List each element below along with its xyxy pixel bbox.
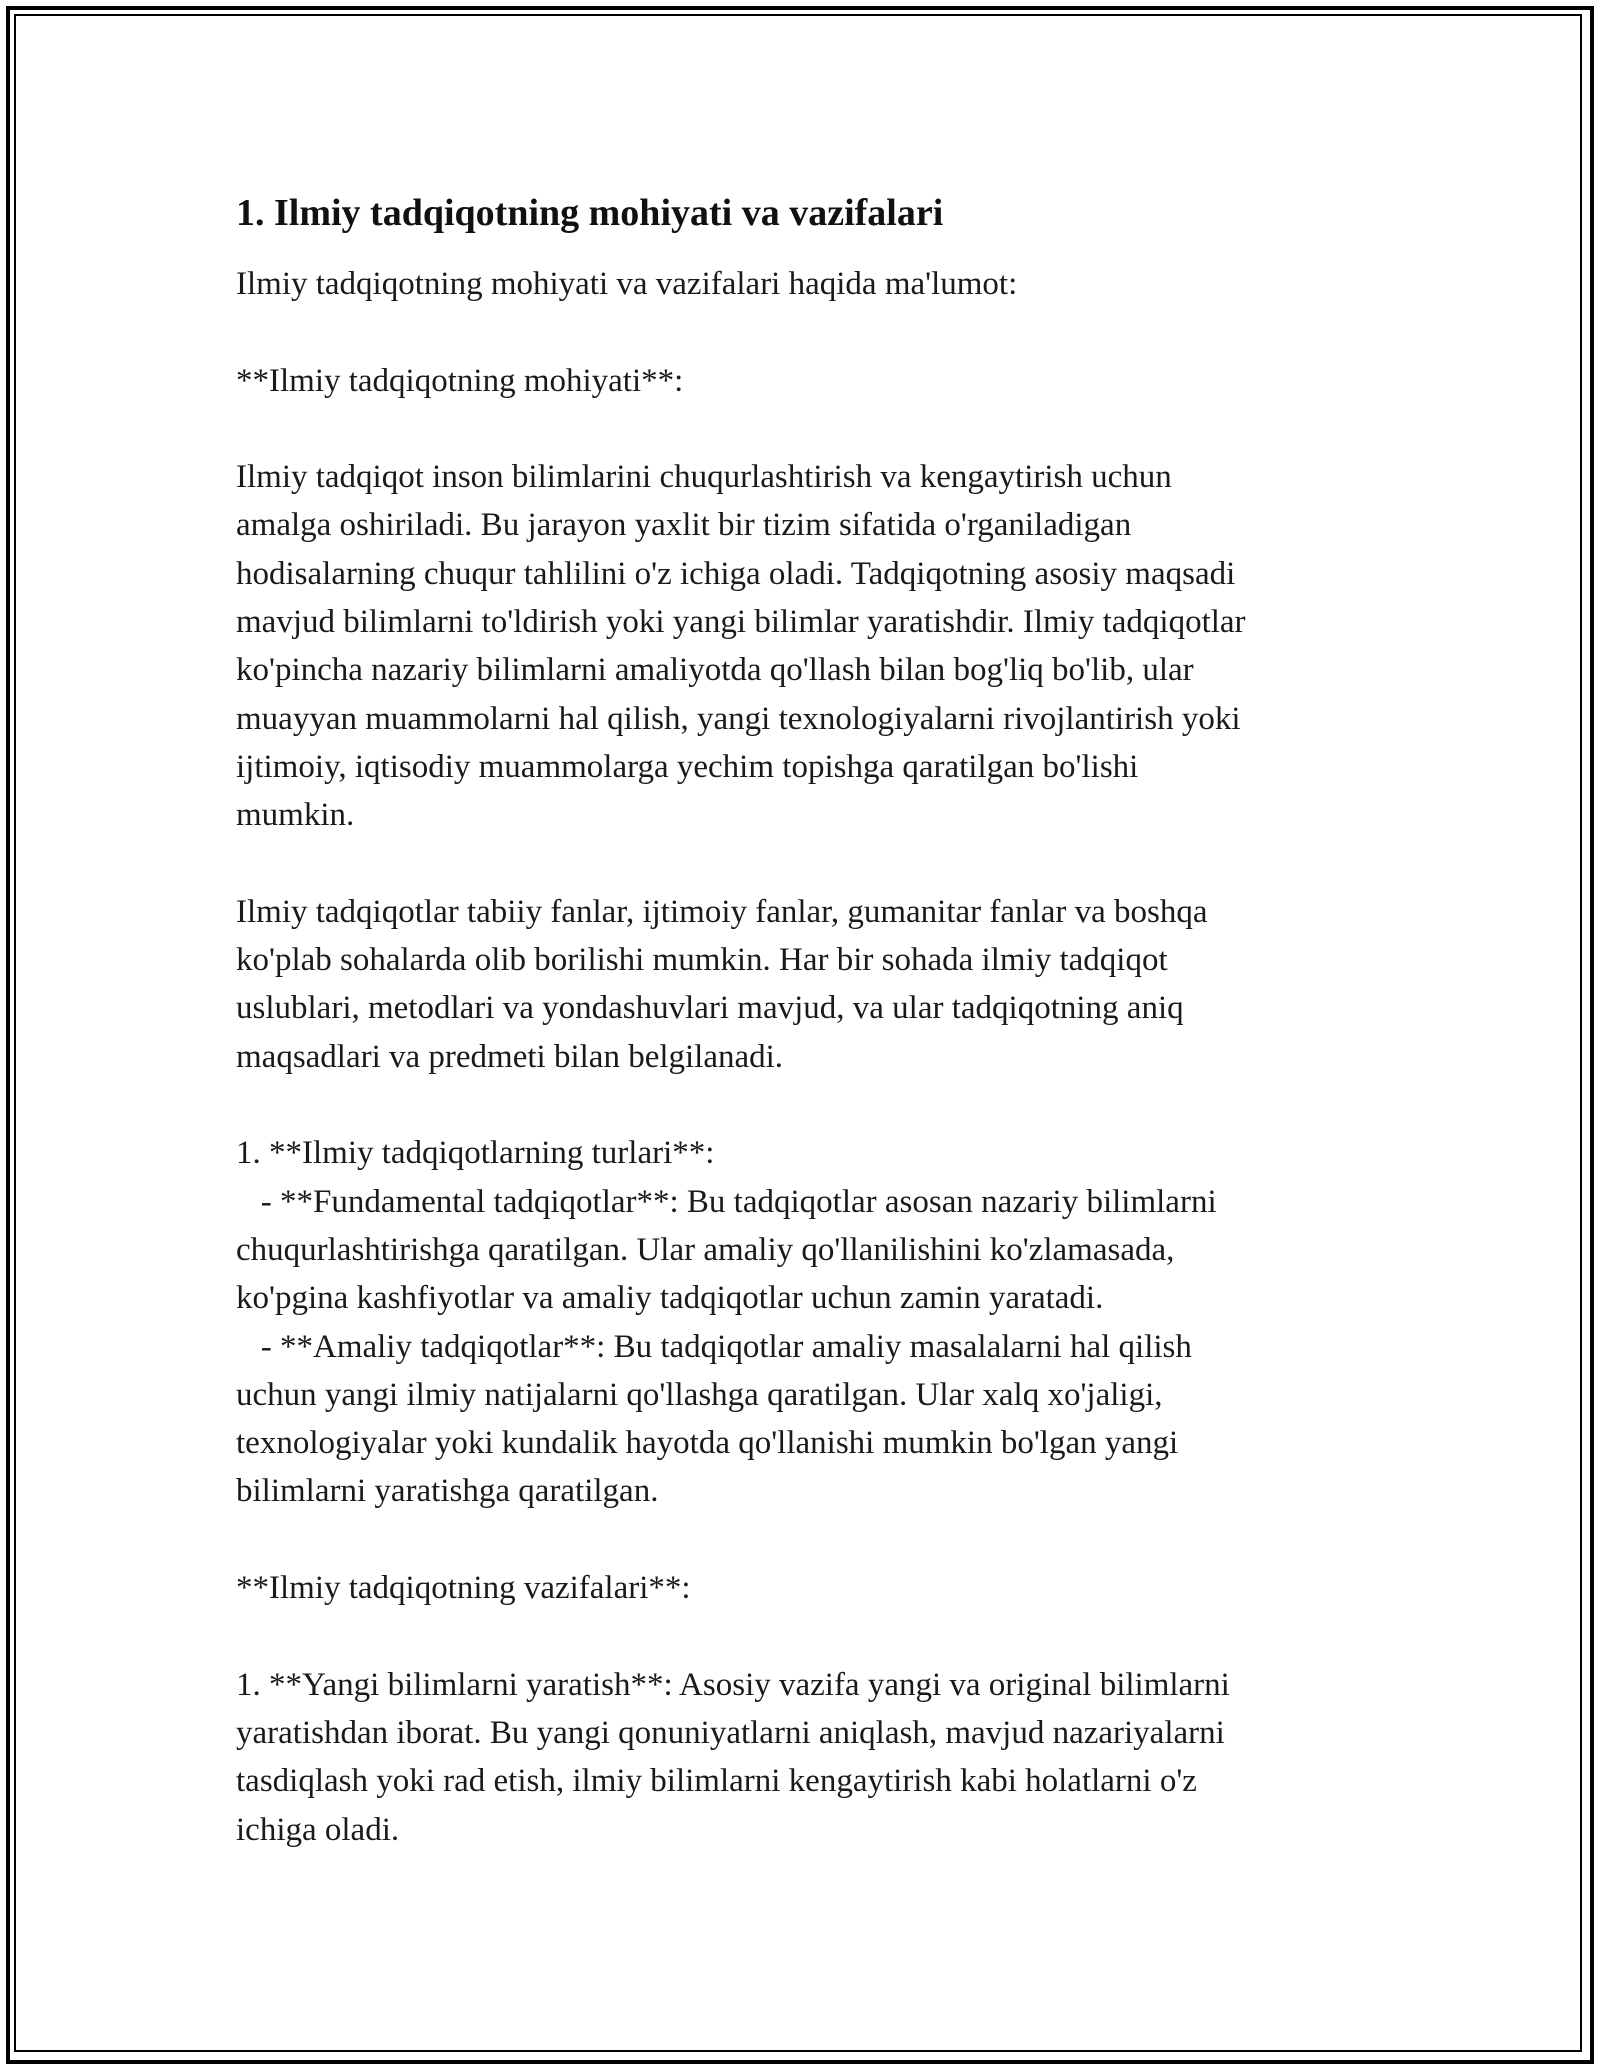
list-item: chuqurlashtirishga qaratilgan. Ular amaliy qo'llanilishini ko'zlamasada, bbox=[236, 1231, 1175, 1268]
list-item: uchun yangi ilmiy natijalarni qo'llashga qaratilgan. Ular xalq xo'jaligi, bbox=[236, 1376, 1163, 1413]
paragraph-line: uslublari, metodlari va yondashuvlari mavjud, va ular tadqiqotning aniq bbox=[236, 990, 1184, 1027]
list-item: - **Fundamental tadqiqotlar**: Bu tadqiqotlar asosan nazariy bilimlarni bbox=[236, 1183, 1217, 1220]
paragraph-1 bbox=[236, 453, 1376, 839]
list-item: yaratishdan iborat. Bu yangi qonuniyatlarni aniqlash, mavjud nazariyalarni bbox=[236, 1714, 1225, 1751]
tasks-list bbox=[236, 1661, 1376, 1854]
paragraph-line: mavjud bilimlarni to'ldirish yoki yangi bilimlar yaratishdir. Ilmiy tadqiqotlar bbox=[236, 604, 1246, 641]
list-item: tasdiqlash yoki rad etish, ilmiy bilimlarni kengaytirish kabi holatlarni o'z bbox=[236, 1763, 1197, 1800]
list-item: - **Amaliy tadqiqotlar**: Bu tadqiqotlar amaliy masalalarni hal qilish bbox=[236, 1328, 1192, 1365]
list-item: ko'pgina kashfiyotlar va amaliy tadqiqotlar uchun zamin yaratadi. bbox=[236, 1280, 1104, 1317]
paragraph-line: Ilmiy tadqiqot inson bilimlarini chuqurlashtirish va kengaytirish uchun bbox=[236, 459, 1172, 496]
paragraph-line: ko'plab sohalarda olib borilishi mumkin. Har bir sohada ilmiy tadqiqot bbox=[236, 942, 1168, 979]
list-item: bilimlarni yaratishga qaratilgan. bbox=[236, 1473, 659, 1510]
section-heading-mohiyati: **Ilmiy tadqiqotning mohiyati**: bbox=[236, 362, 684, 399]
paragraph-line: amalga oshiriladi. Bu jarayon yaxlit bir tizim sifatida o'rganiladigan bbox=[236, 507, 1132, 544]
research-types-list bbox=[236, 1129, 1376, 1515]
paragraph-line: maqsadlari va predmeti bilan belgilanadi. bbox=[236, 1038, 784, 1075]
paragraph-line: Ilmiy tadqiqotlar tabiiy fanlar, ijtimoiy fanlar, gumanitar fanlar va boshqa bbox=[236, 893, 1208, 930]
paragraph-line: ijtimoiy, iqtisodiy muammolarga yechim topishga qaratilgan bo'lishi bbox=[236, 748, 1139, 785]
paragraph-line: hodisalarning chuqur tahlilini o'z ichiga oladi. Tadqiqotning asosiy maqsadi bbox=[236, 555, 1236, 592]
document-title: 1. Ilmiy tadqiqotning mohiyati va vazifalari bbox=[236, 192, 944, 234]
section-heading-vazifalari: **Ilmiy tadqiqotning vazifalari**: bbox=[236, 1570, 691, 1607]
paragraph-2 bbox=[236, 888, 1376, 1081]
list-item: 1. **Ilmiy tadqiqotlarning turlari**: bbox=[236, 1135, 715, 1172]
list-item: 1. **Yangi bilimlarni yaratish**: Asosiy vazifa yangi va original bilimlarni bbox=[236, 1666, 1230, 1703]
document-body bbox=[236, 188, 1376, 1854]
intro-line: Ilmiy tadqiqotning mohiyati va vazifalari haqida ma'lumot: bbox=[236, 266, 1018, 302]
list-item: texnologiyalar yoki kundalik hayotda qo'llanishi mumkin bo'lgan yangi bbox=[236, 1425, 1179, 1462]
list-item: ichiga oladi. bbox=[236, 1811, 400, 1848]
paragraph-line: muayyan muammolarni hal qilish, yangi texnologiyalarni rivojlantirish yoki bbox=[236, 700, 1241, 737]
paragraph-line: mumkin. bbox=[236, 797, 355, 834]
paragraph-line: ko'pincha nazariy bilimlarni amaliyotda qo'llash bilan bog'liq bo'lib, ular bbox=[236, 652, 1194, 689]
